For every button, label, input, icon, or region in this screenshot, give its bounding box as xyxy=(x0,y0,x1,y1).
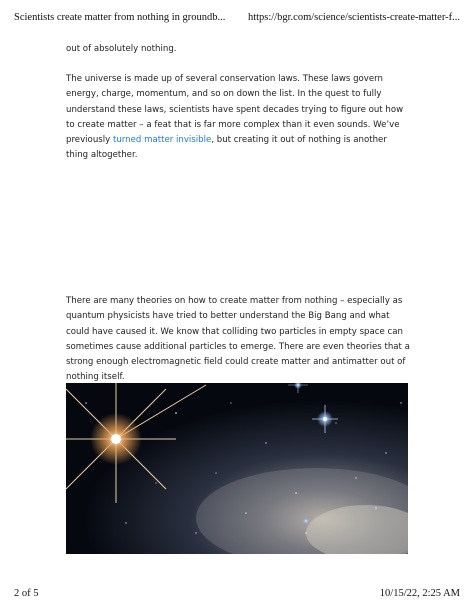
print-footer xyxy=(14,588,460,599)
page-number: 2 of 5 xyxy=(14,588,39,599)
paragraph-text: There are many theories on how to create matter from nothing – especially as quantum physicists have tried to better understand the Big Bang and what could have caused it. We know that colliding two particles in empty space can sometimes cause additional particles to emerge. There are even theories that a strong enough electromagnetic field could create matter and antimatter out of nothing itself. xyxy=(66,296,410,383)
turned-matter-invisible-link[interactable]: turned matter invisible xyxy=(112,135,212,146)
galaxy-hero-image xyxy=(66,383,408,554)
article-paragraph-0 xyxy=(66,42,410,57)
print-page-title: Scientists create matter from nothing in groundb... xyxy=(14,12,226,23)
galaxy-image-art xyxy=(66,383,408,554)
paragraph-text: , but creating it out of nothing is another thing altogether. xyxy=(66,135,387,161)
article-paragraph-1 xyxy=(66,72,410,164)
print-page-url: https://bgr.com/science/scientists-create-matter-f... xyxy=(247,12,460,23)
print-datetime: 10/15/22, 2:25 AM xyxy=(379,588,460,599)
paragraph-text: out of absolutely nothing. xyxy=(66,44,177,54)
paragraph-text: The universe is made up of several conservation laws. These laws govern energy, charge, momentum, and so on down the list. In the quest to fully understand these laws, scientists have spent decades trying to figure out how to create matter – a feat that is far more complex than it even sounds. We’ve previously xyxy=(66,74,404,146)
article-paragraph-2 xyxy=(66,294,410,386)
print-header xyxy=(14,12,460,23)
